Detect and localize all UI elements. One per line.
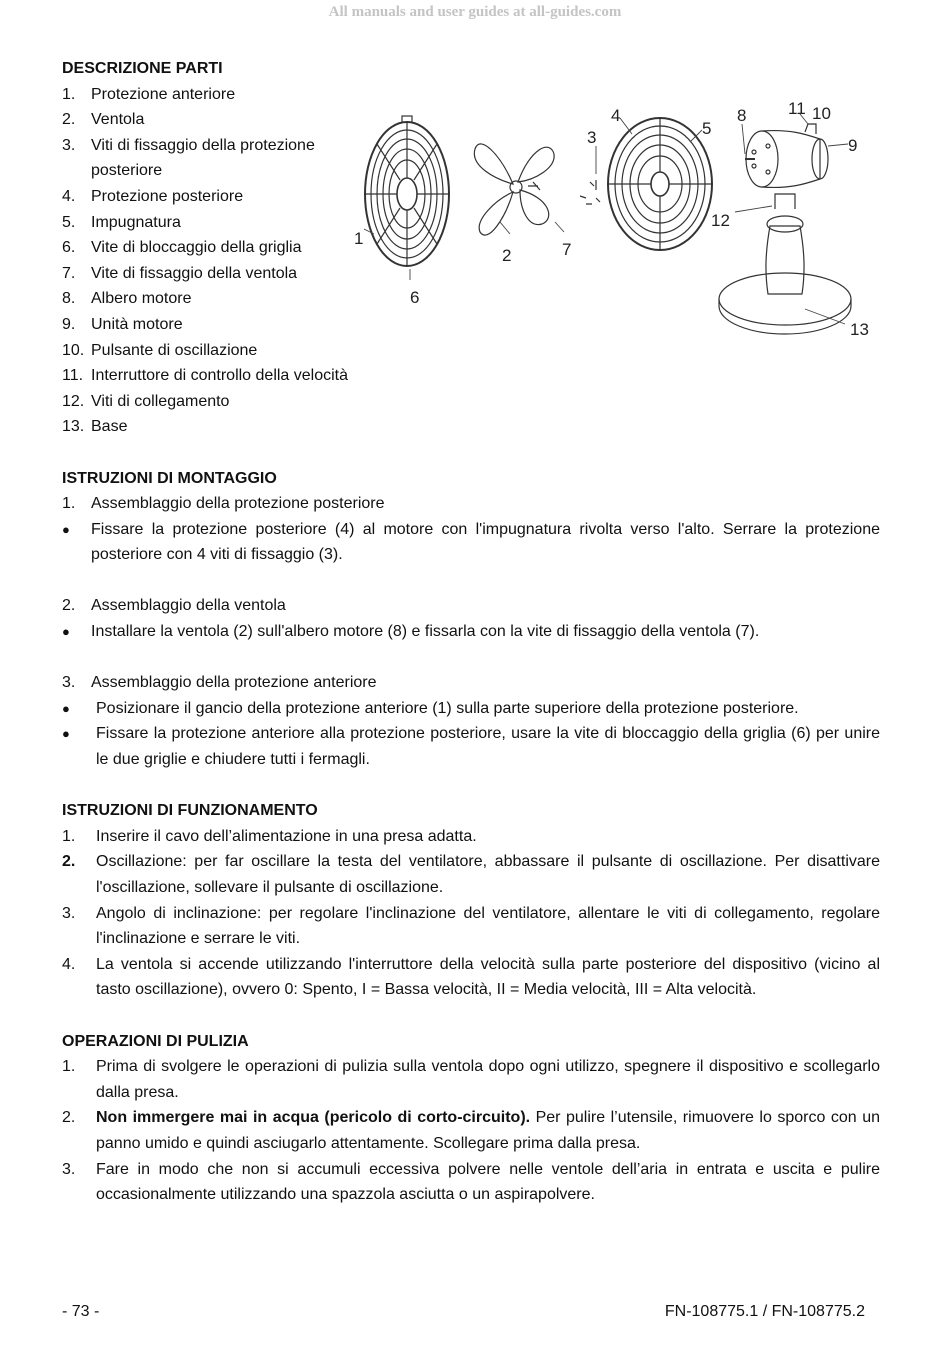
- bullet-icon: ●: [62, 521, 70, 537]
- label-13: 13: [850, 320, 869, 339]
- item-number: 7.: [62, 264, 76, 282]
- step-title: Assemblaggio della protezione anteriore: [91, 674, 377, 692]
- item-body: Per pulire l’utensile, rimuovere lo sporco con un panno umido e quindi asciugarlo attentamente. Scollegare prima dalla presa.: [96, 1109, 880, 1152]
- list-item: [62, 1054, 880, 1105]
- item-text: Pulsante di oscillazione: [91, 341, 258, 359]
- label-4: 4: [611, 106, 621, 125]
- list-item: [62, 235, 382, 261]
- label-2: 2: [502, 246, 512, 265]
- watermark: All manuals and user guides at all-guides.com: [328, 4, 622, 20]
- model-number: FN-108775.1 / FN-108775.2: [664, 1303, 865, 1320]
- item-number: 8.: [62, 290, 76, 308]
- list-item: [62, 414, 402, 440]
- item-number: 5.: [62, 213, 76, 231]
- label-1: 1: [354, 229, 364, 248]
- bullet-text: Fissare la protezione posteriore (4) al motore con l'impugnatura rivolta verso l'alto. Serrare la protezione posteriore con 4 viti di fissaggio (3).: [91, 520, 880, 564]
- bullet-item: [62, 517, 880, 568]
- item-number: 3.: [62, 1160, 76, 1178]
- item-number: 6.: [62, 239, 76, 257]
- item-number: 4.: [62, 955, 76, 973]
- bullet-item: [62, 721, 880, 772]
- label-9: 9: [848, 136, 858, 155]
- item-text: Impugnatura: [91, 213, 181, 231]
- step-number: 3.: [62, 674, 76, 692]
- list-item: [62, 312, 382, 338]
- label-8: 8: [737, 106, 747, 125]
- label-7: 7: [562, 240, 572, 259]
- item-text: Albero motore: [91, 290, 192, 308]
- item-number: 2.: [62, 853, 76, 871]
- item-text: Unità motore: [91, 315, 183, 333]
- label-6: 6: [410, 288, 420, 307]
- assembly-step: [62, 593, 880, 619]
- front-guard-drawing: [365, 116, 449, 266]
- motor-stand-drawing: [719, 124, 851, 334]
- screws-drawing: [580, 180, 600, 204]
- bullet-text: Posizionare il gancio della protezione anteriore (1) sulla parte superiore della protezione posteriore.: [96, 699, 799, 717]
- item-text: Ventola: [91, 111, 145, 129]
- list-item: [62, 184, 382, 210]
- list-item: [62, 1157, 880, 1208]
- assembly-heading: ISTRUZIONI DI MONTAGGIO: [62, 469, 277, 487]
- bullet-icon: ●: [62, 700, 70, 716]
- list-item: [62, 133, 382, 184]
- parts-list: [62, 82, 382, 440]
- parts-heading: DESCRIZIONE PARTI: [62, 60, 223, 77]
- label-12: 12: [711, 211, 730, 230]
- list-item: [62, 210, 382, 236]
- item-number: 1.: [62, 85, 76, 103]
- list-item: [62, 286, 382, 312]
- step-number: 2.: [62, 597, 76, 615]
- item-number: 2.: [62, 111, 76, 129]
- operation-heading: ISTRUZIONI DI FUNZIONAMENTO: [62, 802, 318, 820]
- item-text: Viti di fissaggio della protezione posteriore: [91, 136, 315, 180]
- list-item: [62, 824, 880, 850]
- list-item: [62, 952, 880, 1003]
- bullet-item: [62, 696, 880, 722]
- item-text: Viti di collegamento: [91, 392, 230, 410]
- item-text: Protezione posteriore: [91, 187, 244, 205]
- list-item: [62, 107, 382, 133]
- step-title: Assemblaggio della ventola: [91, 597, 286, 615]
- item-text: La ventola si accende utilizzando l'interruttore della velocità sulla parte posteriore del dispositivo (vicino al tasto oscillazione), ovvero 0: Spento, I = Bassa velocità, II = Media velocità, III = Alta velocità.: [96, 955, 880, 999]
- item-text: [96, 1105, 880, 1156]
- bullet-icon: ●: [62, 624, 70, 640]
- item-text: Oscillazione: per far oscillare la testa del ventilatore, abbassare il pulsante di oscillazione. Per disattivare l'oscillazione, sollevare il pulsante di oscillazione.: [96, 853, 880, 896]
- label-5: 5: [702, 119, 712, 138]
- item-text: Vite di bloccaggio della griglia: [91, 239, 302, 257]
- item-text: Prima di svolgere le operazioni di pulizia sulla ventola dopo ogni utilizzo, spegnere il dispositivo e scollegarlo dalla presa.: [96, 1058, 880, 1101]
- item-number: 2.: [62, 1109, 76, 1127]
- list-item: [62, 363, 402, 389]
- step-number: 1.: [62, 495, 76, 513]
- item-text: Protezione anteriore: [91, 85, 236, 103]
- item-number: 1.: [62, 827, 76, 845]
- page-footer: [62, 1303, 865, 1321]
- item-text: Angolo di inclinazione: per regolare l'inclinazione del ventilatore, allentare le viti di collegamento, regolare l'inclinazione e serrare le viti.: [96, 904, 880, 948]
- cleaning-heading: OPERAZIONI DI PULIZIA: [62, 1032, 249, 1050]
- bullet-text: Fissare la protezione anteriore alla protezione posteriore, usare la vite di bloccaggio della griglia (6) per unire le due griglie e chiudere tutti i fermagli.: [96, 725, 880, 769]
- rear-guard-drawing: [608, 118, 712, 250]
- item-number: 3.: [62, 136, 76, 154]
- item-text: Vite di fissaggio della ventola: [91, 264, 298, 282]
- list-item: [62, 389, 402, 415]
- assembly-step: [62, 491, 880, 517]
- list-item: [62, 82, 382, 108]
- assembly-step: [62, 670, 880, 696]
- fan-blades-drawing: [474, 144, 554, 235]
- list-item: [62, 261, 382, 287]
- warning-text: Non immergere mai in acqua (pericolo di corto-circuito).: [96, 1109, 531, 1127]
- item-number: 4.: [62, 187, 76, 205]
- item-number: 12.: [62, 392, 85, 410]
- item-number: 10.: [62, 341, 85, 359]
- list-item: [62, 1105, 880, 1156]
- bullet-text: Installare la ventola (2) sull'albero motore (8) e fissarla con la vite di fissaggio della ventola (7).: [91, 623, 760, 641]
- page-number: - 73 -: [62, 1303, 100, 1320]
- list-item: [62, 849, 880, 900]
- item-number: 13.: [62, 418, 85, 436]
- label-11: 11: [788, 99, 806, 118]
- label-10: 10: [812, 104, 831, 123]
- list-item: [62, 901, 880, 952]
- item-text: Interruttore di controllo della velocità: [91, 367, 349, 385]
- bullet-item: [62, 619, 880, 645]
- item-text: Base: [91, 418, 128, 436]
- item-number: 11.: [62, 367, 84, 385]
- item-number: 3.: [62, 904, 76, 922]
- item-text: Fare in modo che non si accumuli eccessiva polvere nelle ventole dell’aria in entrata e uscita e pulire occasionalmente utilizzando una spazzola asciutta o un aspirapolvere.: [96, 1160, 880, 1204]
- item-text: Inserire il cavo dell’alimentazione in una presa adatta.: [96, 827, 477, 845]
- label-3: 3: [587, 128, 597, 147]
- bullet-icon: ●: [62, 726, 70, 742]
- item-number: 9.: [62, 315, 76, 333]
- step-title: Assemblaggio della protezione posteriore: [91, 495, 385, 513]
- fan-parts-diagram: [350, 94, 880, 354]
- item-number: 1.: [62, 1058, 76, 1076]
